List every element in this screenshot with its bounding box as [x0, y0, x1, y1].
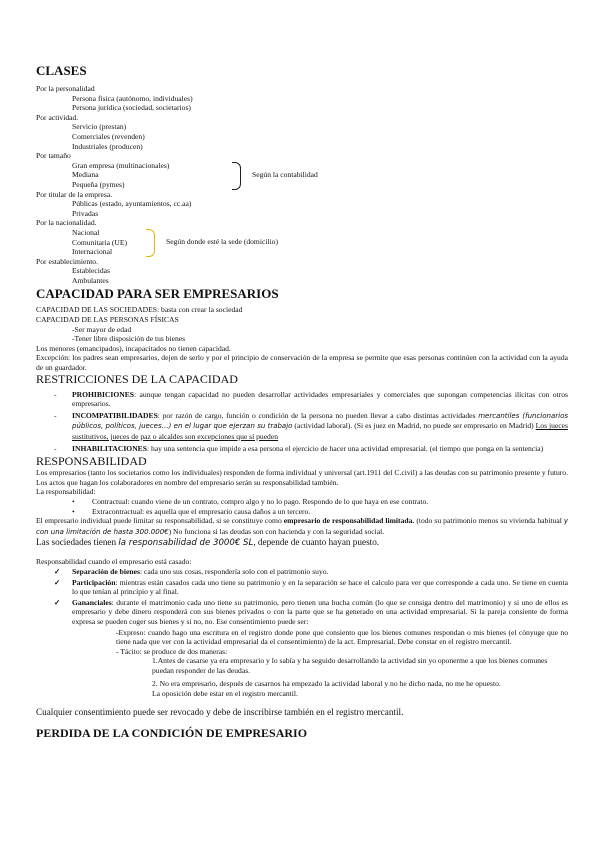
list-item: • Contractual: cuando viene de un contrato, compro algo y no lo pago. Respondo de lo que haya en ese contrato.: [36, 497, 568, 507]
casado-intro: Responsabilidad cuando el empresario está casado:: [36, 557, 192, 567]
category-establecimiento: Por establecimiento.: [36, 256, 98, 266]
list-item: [36, 390, 568, 409]
brace-icon: [146, 229, 155, 257]
prohibiciones-label: PROHIBICIONES: [72, 389, 135, 399]
revocado-note: Cualquier consentimiento puede ser revocado y debe de inscribirse también en el registro mercantil.: [36, 706, 404, 717]
sociedades-text: Las sociedades tienen: [36, 537, 119, 548]
list-item: [36, 411, 568, 442]
responsabilidad-puede-ser: La responsabilidad:: [36, 487, 96, 497]
category-item: Comunitaria (UE): [72, 237, 128, 247]
capacidad-sociedades: CAPACIDAD DE LAS SOCIEDADES: basta con crear la sociedad: [36, 305, 243, 315]
category-actividad: Por actividad.: [36, 112, 79, 122]
consentimiento-tacito: - Tácito: se produce de dos maneras:: [116, 646, 228, 656]
handwritten-note: mercantiles (funcionarios públicos, políticos, jueces…) en el lugar que ejerzan su trabajo: [72, 411, 569, 431]
separacion-text: : cada uno sus cosas, respondería solo con el patrimonio suyo.: [139, 566, 329, 576]
tacito-case-2-note: La oposición debe estar en el registro mercantil.: [152, 689, 298, 699]
section-title-responsabilidad: RESPONSABILIDAD: [36, 454, 147, 469]
requirement: -Tener libre disposición de tus bienes: [72, 334, 186, 344]
category-item: Persona física (autónomo, individuales): [72, 93, 193, 103]
separacion-label: Separación de bienes: [72, 566, 140, 576]
handwritten-note: y con una limitación de hasta 300.000€: [36, 517, 568, 536]
section-title-capacidad: CAPACIDAD PARA SER EMPRESARIOS: [36, 286, 279, 302]
consentimiento-expreso: -Expreso: cuando hago una escritura en el registro donde pone que consiento que los bienes comunes respondan o mis bienes (el cónyuge que no tiene nada que ver con la actividad empresarial da el consentimiento) de la act. Empresarial. Debe constar en el registro mercantil.: [116, 627, 568, 647]
responsabilidad-types: [36, 497, 568, 516]
handwritten-note: la responsabilidad de 3000€ SL: [118, 538, 254, 549]
inhabilitaciones-text: : hay una sentencia que impide a esa persona el ejercicio de hacer una actividad empresarial. (el tiempo que ponga en la sentencia): [146, 443, 544, 453]
section-title-perdida: PERDIDA DE LA CONDICIÓN DE EMPRESARIO: [36, 725, 308, 740]
inhabilitaciones-label: INHABILITACIONES: [72, 443, 147, 453]
category-item: Nacional: [72, 227, 100, 237]
brace-note: Según donde esté la sede (domicilio): [166, 236, 278, 246]
category-item: Internacional: [72, 247, 113, 257]
incompatibilidades-exception: Los jueces sustitutivos, jueces de paz o alcaldes son excepciones que sí pueden: [72, 421, 568, 441]
capacidad-personas: CAPACIDAD DE LAS PERSONAS FÍSICAS: [36, 315, 179, 325]
incompatibilidades-label: INCOMPATIBILIDADES: [72, 410, 158, 420]
category-titular: Por titular de la empresa.: [36, 189, 113, 199]
gananciales-label: Gananciales: [72, 597, 112, 607]
category-nacionalidad: Por la nacionalidad.: [36, 218, 97, 228]
category-item: Servicio (prestan): [72, 122, 127, 132]
category-item: Industriales (producen): [72, 141, 143, 151]
list-item: [36, 444, 568, 454]
brace-note: Según la contabilidad: [252, 169, 318, 179]
nacionalidad-group: [36, 228, 568, 257]
list-item: [36, 598, 568, 627]
category-item: Mediana: [72, 170, 99, 180]
responsabilidad-intro: Los empresarios (tanto los societarios como los individuales) responden de forma individual y universal (art.1911 del C.civil) a las deudas con su patrimonio presente y futuro. Los actos que hagan los colaboradores en nombre del empresario serán su responsabilidad también.: [36, 468, 568, 487]
list-item: [36, 578, 568, 597]
tacito-case-1: 1.Antes de casarse ya era empresario y lo sabía y ha seguido desarrollando la actividad sin yo oponerme a que los bienes comunes puedan responder de las deudas.: [152, 656, 548, 675]
participacion-text: : mientras están casados cada uno tiene su patrimonio y en la separación se hace el calculo para ver que corresponde a cada uno. Se tiene en cuenta lo que tenían al principio y al final.: [72, 577, 568, 597]
limitada-text-3: ) No funciona si las deudas son con hacienda y con la seguridad social.: [168, 526, 385, 536]
capacidad-menores: Los menores (emancipados), incapacitados no tienen capacidad.: [36, 343, 231, 353]
incompatibilidades-text: : por razón de cargo, función o condición de la persona no pueden llevar a cabo distintas actividades: [157, 410, 479, 420]
capacidad-excepcion: Excepción: los padres sean empresarios, dejen de serlo y por el principio de conservación de la empresa se permite que esas personas continúen con la actividad con la ayuda de un guardador.: [36, 353, 568, 373]
category-item: Gran empresa (multinacionales): [72, 160, 170, 170]
participacion-label: Participación: [72, 577, 116, 587]
brace-icon: [232, 162, 241, 190]
list-item: [36, 567, 568, 577]
limitada-bold: empresario de responsabilidad limitada.: [283, 516, 415, 526]
requirement: -Ser mayor de edad: [72, 324, 132, 334]
category-item: Establecidas: [72, 266, 110, 276]
document-page: [36, 64, 568, 746]
limitada-text: El empresario individual puede limitar su responsabilidad, si se constituye como: [36, 516, 284, 526]
incompatibilidades-text-2: (actividad laboral). (Si es juez en Madrid, no puede ser empresario en Madrid): [292, 421, 536, 431]
responsabilidad-limitada: [36, 516, 568, 537]
category-item: Pequeña (pymes): [72, 179, 125, 189]
tacito-case-2: 2. No era empresario, después de casarnos ha empezado la actividad laboral y no he dicho nada, no me he opuesto.: [152, 679, 501, 689]
category-tamano: Por tamaño: [36, 151, 71, 161]
list-item: • Extracontractual: es aquella que el empresario causa daños a un tercero.: [36, 507, 568, 517]
sociedades-text-2: , depende de cuanto hayan puesto.: [253, 537, 380, 548]
category-personalidad: Por la personalidad: [36, 84, 95, 93]
limitada-text-2: (todo su patrimonio menos su vivienda habitual: [414, 516, 564, 526]
category-item: Ambulantes: [72, 275, 109, 285]
prohibiciones-text: : aunque tengan capacidad no pueden desarrollar actividades empresariales y comerciales que supongan competencias ilícitas con otros empresarios.: [72, 389, 568, 409]
section-title-restricciones: RESTRICCIONES DE LA CAPACIDAD: [36, 371, 238, 386]
category-item: Privadas: [72, 208, 99, 218]
responsabilidad-sociedades: [36, 537, 568, 549]
category-item: Comerciales (revenden): [72, 131, 145, 141]
section-title-clases: CLASES: [36, 63, 87, 78]
tamano-group: [36, 161, 568, 190]
gananciales-text: : durante el matrimonio cada uno tiene su patrimonio, pero tienen una hucha común (lo que se consiga dentro del matrimonio) y si uno de ellos es empresario y debe dinero responderá con sus bienes privados o con la parte que se ha generado en una actividad empresarial. Si la pareja consiente de forma expresa se pueden coger sus bienes y si no, no. Ese consentimiento puede ser:: [72, 597, 568, 626]
category-item: Públicas (estado, ayuntamientos, cc.aa): [72, 199, 192, 209]
restricciones-list: [36, 390, 568, 454]
category-item: Persona jurídica (sociedad, societarios): [72, 103, 191, 113]
regimen-list: [36, 567, 568, 627]
